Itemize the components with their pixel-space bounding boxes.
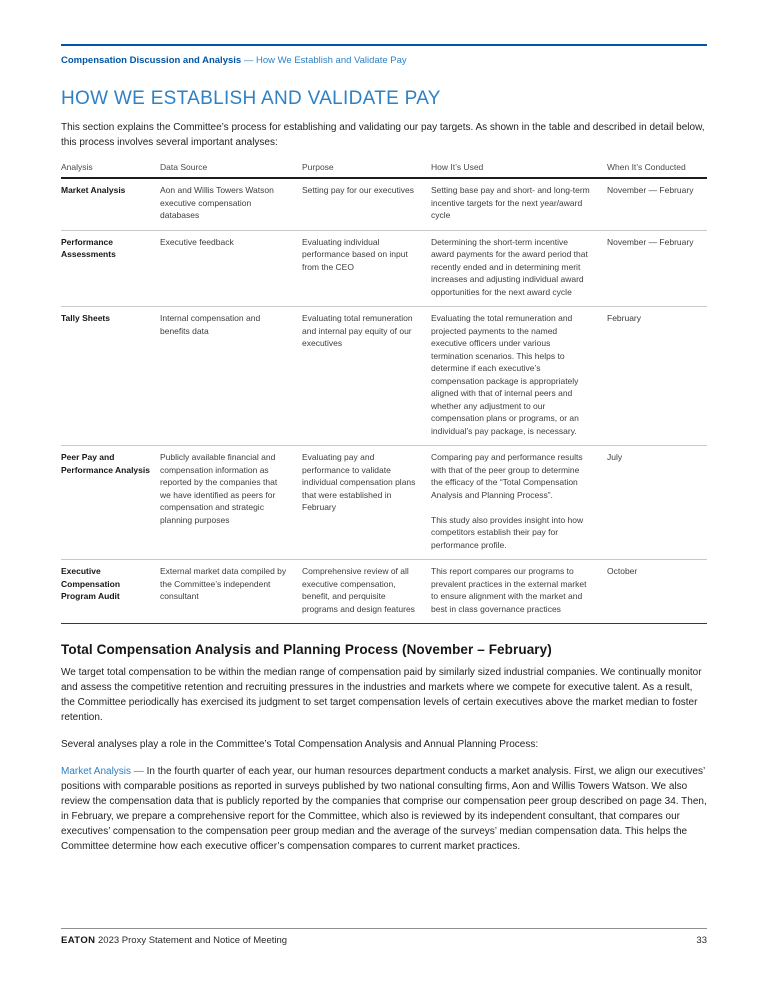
footer-brand: EATON [61, 935, 96, 946]
market-analysis-text: In the fourth quarter of each year, our human resources department conducts a market analysis. First, we align our executives’ positions with comparable positions as reported in surveys published by two national consulting firms, Aon and Willis Towers Watson. We also review the compensation data that is publicly reported by the companies that comprise our compensation peer group described on page 34. Then, in February, we prepare a comprehensive report for the Committee, which also is reviewed by its independent consultant, that compares our executives’ compensation to the compensation peer group median and the average of the surveys’ median compensation data. This helps the Committee determine how each executive officer’s compensation compares to current market practices. [61, 766, 707, 852]
cell-data-source: External market data compiled by the Committee’s independent consultant [160, 566, 287, 601]
cell-when-conducted: November — February [607, 185, 694, 195]
analyses-table [61, 162, 707, 624]
row-label: Market Analysis [61, 185, 126, 195]
section-heading: Total Compensation Analysis and Planning Process (November – February) [61, 642, 552, 657]
cell-purpose: Evaluating total remuneration and internal pay equity of our executives [302, 313, 413, 348]
cell-when-conducted: July [607, 452, 623, 462]
cell-data-source: Executive feedback [160, 236, 234, 247]
table-row-exec-comp-program-audit [61, 559, 707, 623]
market-analysis-lead: Market Analysis — [61, 766, 147, 777]
cell-how-its-used: Evaluating the total remuneration and projected payments to the named executive officers under various termination scenarios. This helps to determine if each executive’s compensation package is appropriately aligned with that of internal peers and whether any adjustment to our compensation plans or programs, or an individual’s pay package, is necessary. [431, 313, 579, 436]
row-label: Performance Assessments [61, 236, 116, 259]
column-header-data-source: Data Source [160, 162, 208, 172]
footer-text [61, 935, 287, 946]
cell-purpose: Evaluating pay and performance to validate individual compensation plans that were established in February [302, 452, 416, 512]
table-row-peer-pay-performance [61, 445, 707, 559]
breadcrumb [61, 54, 707, 67]
column-header-analysis: Analysis [61, 162, 93, 172]
cell-data-source: Internal compensation and benefits data [160, 313, 261, 336]
page-number: 33 [696, 935, 707, 946]
cell-purpose: Evaluating individual performance based on input from the CEO [302, 236, 408, 272]
cell-when-conducted: November — February [607, 236, 694, 247]
cell-how-its-used: Comparing pay and performance results with that of the peer group to determine the efficacy of the “Total Compensation Analysis and Planning Process”. This study also provides insight into how competitors establish their pay for performance profile. [431, 452, 584, 550]
cell-when-conducted: October [607, 566, 638, 576]
cell-when-conducted: February [607, 313, 642, 323]
table-row-tally-sheets [61, 306, 707, 445]
page-title: HOW WE ESTABLISH AND VALIDATE PAY [61, 88, 441, 109]
intro-paragraph: This section explains the Committee’s process for establishing and validating our pay targets. As shown in the table and described in detail below, this process involves several important analyses: [61, 122, 705, 148]
row-label: Executive Compensation Program Audit [61, 566, 121, 601]
cell-purpose: Setting pay for our executives [302, 185, 414, 195]
section-paragraph-2: Several analyses play a role in the Committee’s Total Compensation Analysis and Annual Planning Process: [61, 739, 539, 750]
row-label: Tally Sheets [61, 313, 110, 323]
market-analysis-paragraph [61, 764, 707, 854]
footer-title: 2023 Proxy Statement and Notice of Meeting [95, 935, 288, 946]
cell-how-its-used: This report compares our programs to prevalent practices in the external market to ensure alignment with the market and best in class governance practices [431, 566, 587, 614]
breadcrumb-section: Compensation Discussion and Analysis [61, 55, 242, 66]
column-header-how-its-used: How It’s Used [431, 162, 484, 172]
column-header-when-its-conducted: When It’s Conducted [607, 162, 686, 172]
footer-rule [61, 928, 707, 929]
row-label: Peer Pay and Performance Analysis [61, 452, 150, 475]
table-row-performance-assessments [61, 230, 707, 307]
cell-how-its-used: Determining the short-term incentive award payments for the award period that recently ended and in determining merit increases and adjusting individual award opportunities for the next award cycle [431, 236, 588, 297]
breadcrumb-subsection: — How We Establish and Validate Pay [243, 55, 407, 66]
table-row-market-analysis [61, 179, 707, 230]
cell-purpose: Comprehensive review of all executive compensation, benefit, and perquisite programs and design features [302, 566, 415, 614]
top-accent-rule [61, 44, 707, 46]
section-paragraph-1: We target total compensation to be within the median range of compensation paid by similarly sized industrial companies. We continually monitor and assess the competitive retention and recruiting pressures in the industries and markets where we compete for executive talent. As a result, the Committee periodically has exercised its judgment to set target compensation levels of certain executives above the market median to foster retention. [61, 667, 702, 723]
page-footer [61, 928, 707, 946]
cell-data-source: Publicly available financial and compensation information as reported by the companies that we have identified as peers for compensation and strategic planning purposes [160, 452, 278, 525]
cell-data-source: Aon and Willis Towers Watson executive compensation databases [160, 185, 274, 220]
table-header-row [61, 162, 707, 179]
cell-how-its-used: Setting base pay and short- and long-term incentive targets for the next year/award cycle [431, 185, 590, 220]
column-header-purpose: Purpose [302, 162, 334, 172]
